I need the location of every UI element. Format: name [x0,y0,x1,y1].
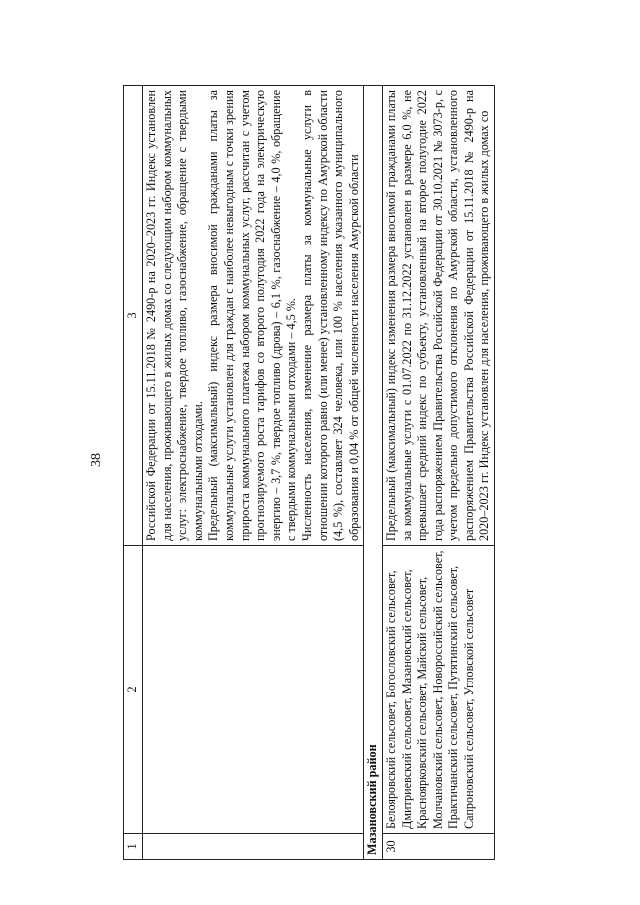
table-row [382,86,494,860]
continuation-num-cell [143,834,364,860]
row-number: 30 [382,834,494,860]
header-col-3: 3 [124,86,143,546]
header-col-2: 2 [124,546,143,834]
page-number: 38 [89,453,104,467]
index-table [123,85,495,860]
continuation-paragraph-3: Численность населения, изменение размера платы за коммунальные услуги в отношении которого равно (или менее) установленному индексу по Амурской области (4,5 %), составляет 324 человека, или 100 % населения указанного муниципального образования и 0,04 % от общей численности населения Амурской области [299,90,361,541]
continuation-row [143,86,364,860]
municipality-list [382,546,494,834]
rotated-page [75,60,585,860]
row-description-text: Предельный (максимальный) индекс изменения размера вносимой гражданами платы за коммунальные услуги с 01.07.2022 по 31.12.2022 установлен в размере 6,0 %, не превышает средний индекс по субъекту, установленный на второе полугодие 2022 года распоряжением Правительства Российской Федерации от 30.10.2021 № 3073-р, с учетом предельно допустимого отклонения по Амурской области, установленного распоряжением Правительства Российской Федерации от 15.11.2018 № 2490-р на 2020–2023 гг. Индекс установлен для населения, проживающего в жилых домах со [383,90,492,541]
row-description [382,86,494,546]
continuation-name-cell [143,546,364,834]
header-col-1: 1 [124,834,143,860]
continuation-paragraph-1: Российской Федерации от 15.11.2018 № 2490-р на 2020–2023 гг. Индекс установлен для населения, проживающего в жилых домах со следующим набором коммунальных услуг: электроснабжение, твердое топливо, газоснабжение, обращение с твердыми коммунальными отходами. [144,90,205,541]
table-header-row [124,86,143,860]
region-row [364,86,383,860]
municipality-names: Белояровский сельсовет, Богословский сельсовет, Дмитриевский сельсовет, Мазановский сельсовет, Красноярковский сельсовет, Майский сельсовет, Молчановский сельсовет, Новороссийский сельсовет, Практичанский сельсовет, Путятинский сельсовет, Сапроновский сельсовет, Угловской сельсовет [383,550,476,829]
continuation-paragraph-2: Предельный (максимальный) индекс размера вносимой гражданами платы за коммунальные услуги установлен для граждан с наиболее невыгодным с точки зрения прироста коммунального платежа набором коммунальных услуг, рассчитан с учетом прогнозируемого роста тарифов со второго полугодия 2022 года на электрическую энергию – 3,7 %, твердое топливо (дрова) – 6,1 %, газоснабжение – 4,0 %, обращение с твердыми коммунальными отходами – 4,5 %. [206,90,299,541]
region-label: Мазановский район [364,86,383,860]
continuation-desc-cell [143,86,364,546]
